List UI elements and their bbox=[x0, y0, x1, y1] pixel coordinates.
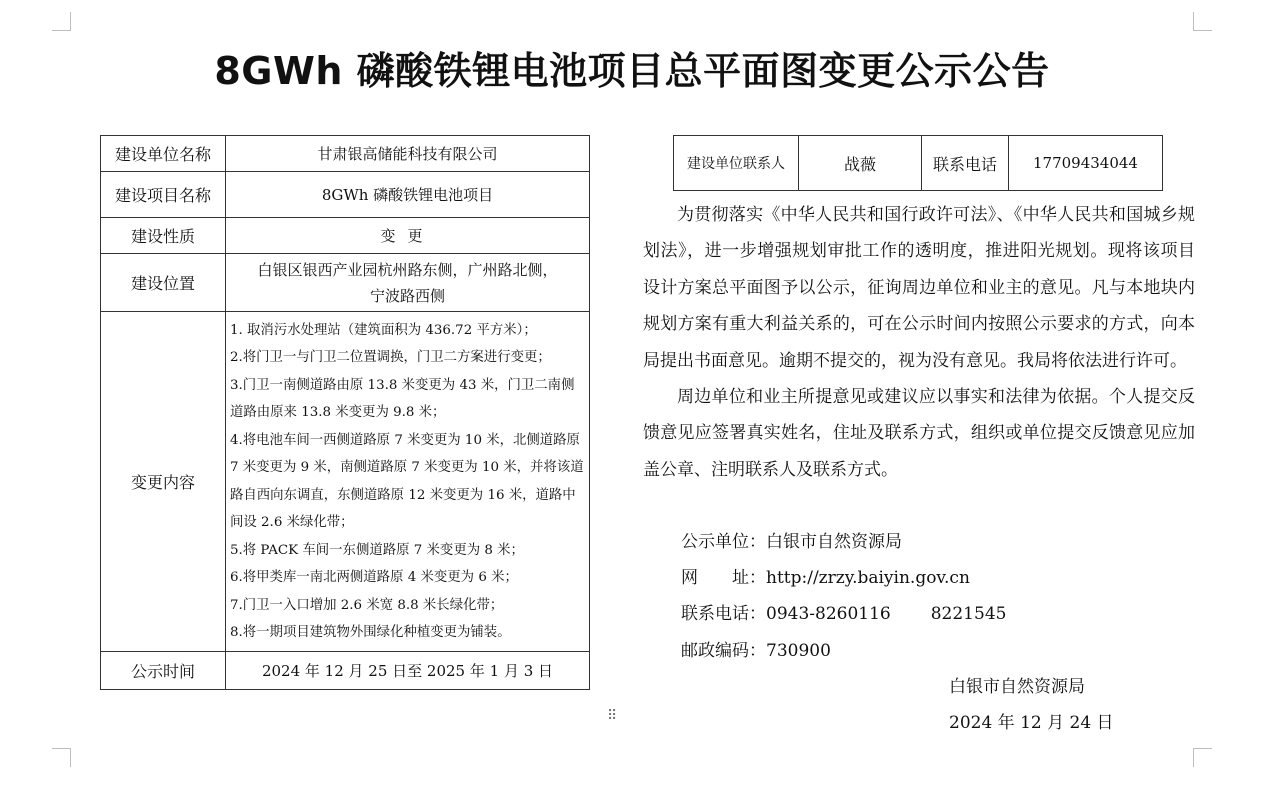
change-item: 1. 取消污水处理站（建筑面积为 436.72 平方米）； bbox=[230, 322, 537, 338]
contact-phone-label: 联系电话 bbox=[922, 136, 1009, 191]
page-corner-mark bbox=[52, 748, 71, 767]
change-item: 7.门卫一入口增加 2.6 米宽 8.8 米长绿化带； bbox=[230, 597, 504, 613]
project-name-value: 8GWh 磷酸铁锂电池项目 bbox=[226, 172, 590, 218]
phone-value: 0943-8260116 bbox=[766, 604, 891, 624]
notice-paragraph: 周边单位和业主所提意见或建议应以事实和法律为依据。个人提交反馈意见应签署真实姓名，住址及联系方式，组织或单位提交反馈意见应加盖公章、注明联系人及联系方式。 bbox=[643, 387, 1195, 480]
change-item: 8.将一期项目建筑物外围绿化种植变更为铺装。 bbox=[230, 625, 511, 640]
contact-table bbox=[673, 135, 1163, 191]
change-item: 5.将 PACK 车间一东侧道路原 7 米变更为 8 米； bbox=[230, 542, 524, 558]
location-line: 白银区银西产业园杭州路东侧，广州路北侧， bbox=[257, 260, 558, 279]
page-corner-mark bbox=[1193, 12, 1212, 31]
change-item: 4.将电池车间一西侧道路原 7 米变更为 10 米，北侧道路原 7 米变更为 9 米，南侧道路原 7 米变更为 10 米，并将该道路自西向东调直，东侧道路原 12 米变更为 16 米，道路中间设 2.6 米绿化带； bbox=[230, 432, 584, 530]
phone-line bbox=[681, 599, 1006, 624]
contact-person-value: 战薇 bbox=[799, 136, 922, 191]
changes-list bbox=[226, 312, 590, 652]
nature-value: 变更 bbox=[226, 218, 590, 254]
website-link[interactable]: http://zrzy.baiyin.gov.cn bbox=[766, 568, 970, 588]
table-row bbox=[101, 254, 590, 312]
table-row bbox=[674, 136, 1163, 191]
website-label: 网 址： bbox=[681, 568, 766, 588]
signature-org: 白银市自然资源局 bbox=[949, 677, 1085, 697]
postcode-line bbox=[681, 636, 831, 661]
contact-person-label: 建设单位联系人 bbox=[674, 136, 799, 191]
drag-handle-icon[interactable]: ⠿ bbox=[607, 708, 618, 724]
nature-label: 建设性质 bbox=[101, 218, 226, 254]
page-title: 8GWh 磷酸铁锂电池项目总平面图变更公示公告 bbox=[214, 49, 1050, 93]
project-name-label: 建设项目名称 bbox=[101, 172, 226, 218]
project-info-table bbox=[100, 135, 590, 690]
change-item: 2.将门卫一与门卫二位置调换，门卫二方案进行变更； bbox=[230, 350, 551, 365]
change-item: 3.门卫一南侧道路由原 13.8 米变更为 43 米，门卫二南侧道路由原来 13.8 米变更为 9.8 米； bbox=[230, 377, 575, 420]
unit-label: 建设单位名称 bbox=[101, 136, 226, 172]
location-line: 宁波路西侧 bbox=[369, 286, 445, 305]
phone-value: 8221545 bbox=[930, 604, 1007, 624]
notice-paragraph: 为贯彻落实《中华人民共和国行政许可法》、《中华人民共和国城乡规划法》，进一步增强规划审批工作的透明度，推进阳光规划。现将该项目设计方案总平面图予以公示，征询周边单位和业主的意见。凡与本地块内规划方案有重大利益关系的，可在公示时间内按照公示要求的方式，向本局提出书面意见。逾期不提交的，视为没有意见。我局将依法进行许可。 bbox=[643, 205, 1195, 371]
postcode-label: 邮政编码： bbox=[681, 641, 766, 661]
table-row bbox=[101, 218, 590, 254]
location-value bbox=[226, 254, 590, 312]
publisher-value: 白银市自然资源局 bbox=[766, 532, 902, 552]
changes-label: 变更内容 bbox=[101, 312, 226, 652]
signature-date: 2024 年 12 月 24 日 bbox=[949, 713, 1114, 733]
page-corner-mark bbox=[1193, 748, 1212, 767]
table-row bbox=[101, 652, 590, 690]
unit-value: 甘肃银高储能科技有限公司 bbox=[226, 136, 590, 172]
contact-phone-value: 17709434044 bbox=[1009, 136, 1163, 191]
location-label: 建设位置 bbox=[101, 254, 226, 312]
phone-label: 联系电话： bbox=[681, 604, 766, 624]
table-row bbox=[101, 172, 590, 218]
table-row bbox=[101, 312, 590, 652]
period-value: 2024 年 12 月 25 日至 2025 年 1 月 3 日 bbox=[226, 652, 590, 690]
table-row bbox=[101, 136, 590, 172]
notice-body bbox=[643, 197, 1195, 488]
period-label: 公示时间 bbox=[101, 652, 226, 690]
publisher-label: 公示单位： bbox=[681, 532, 766, 552]
postcode-value: 730900 bbox=[766, 641, 831, 661]
publisher-line bbox=[681, 527, 902, 552]
website-line bbox=[681, 563, 970, 588]
page-corner-mark bbox=[52, 12, 71, 31]
change-item: 6.将甲类库一南北两侧道路原 4 米变更为 6 米； bbox=[230, 570, 518, 585]
